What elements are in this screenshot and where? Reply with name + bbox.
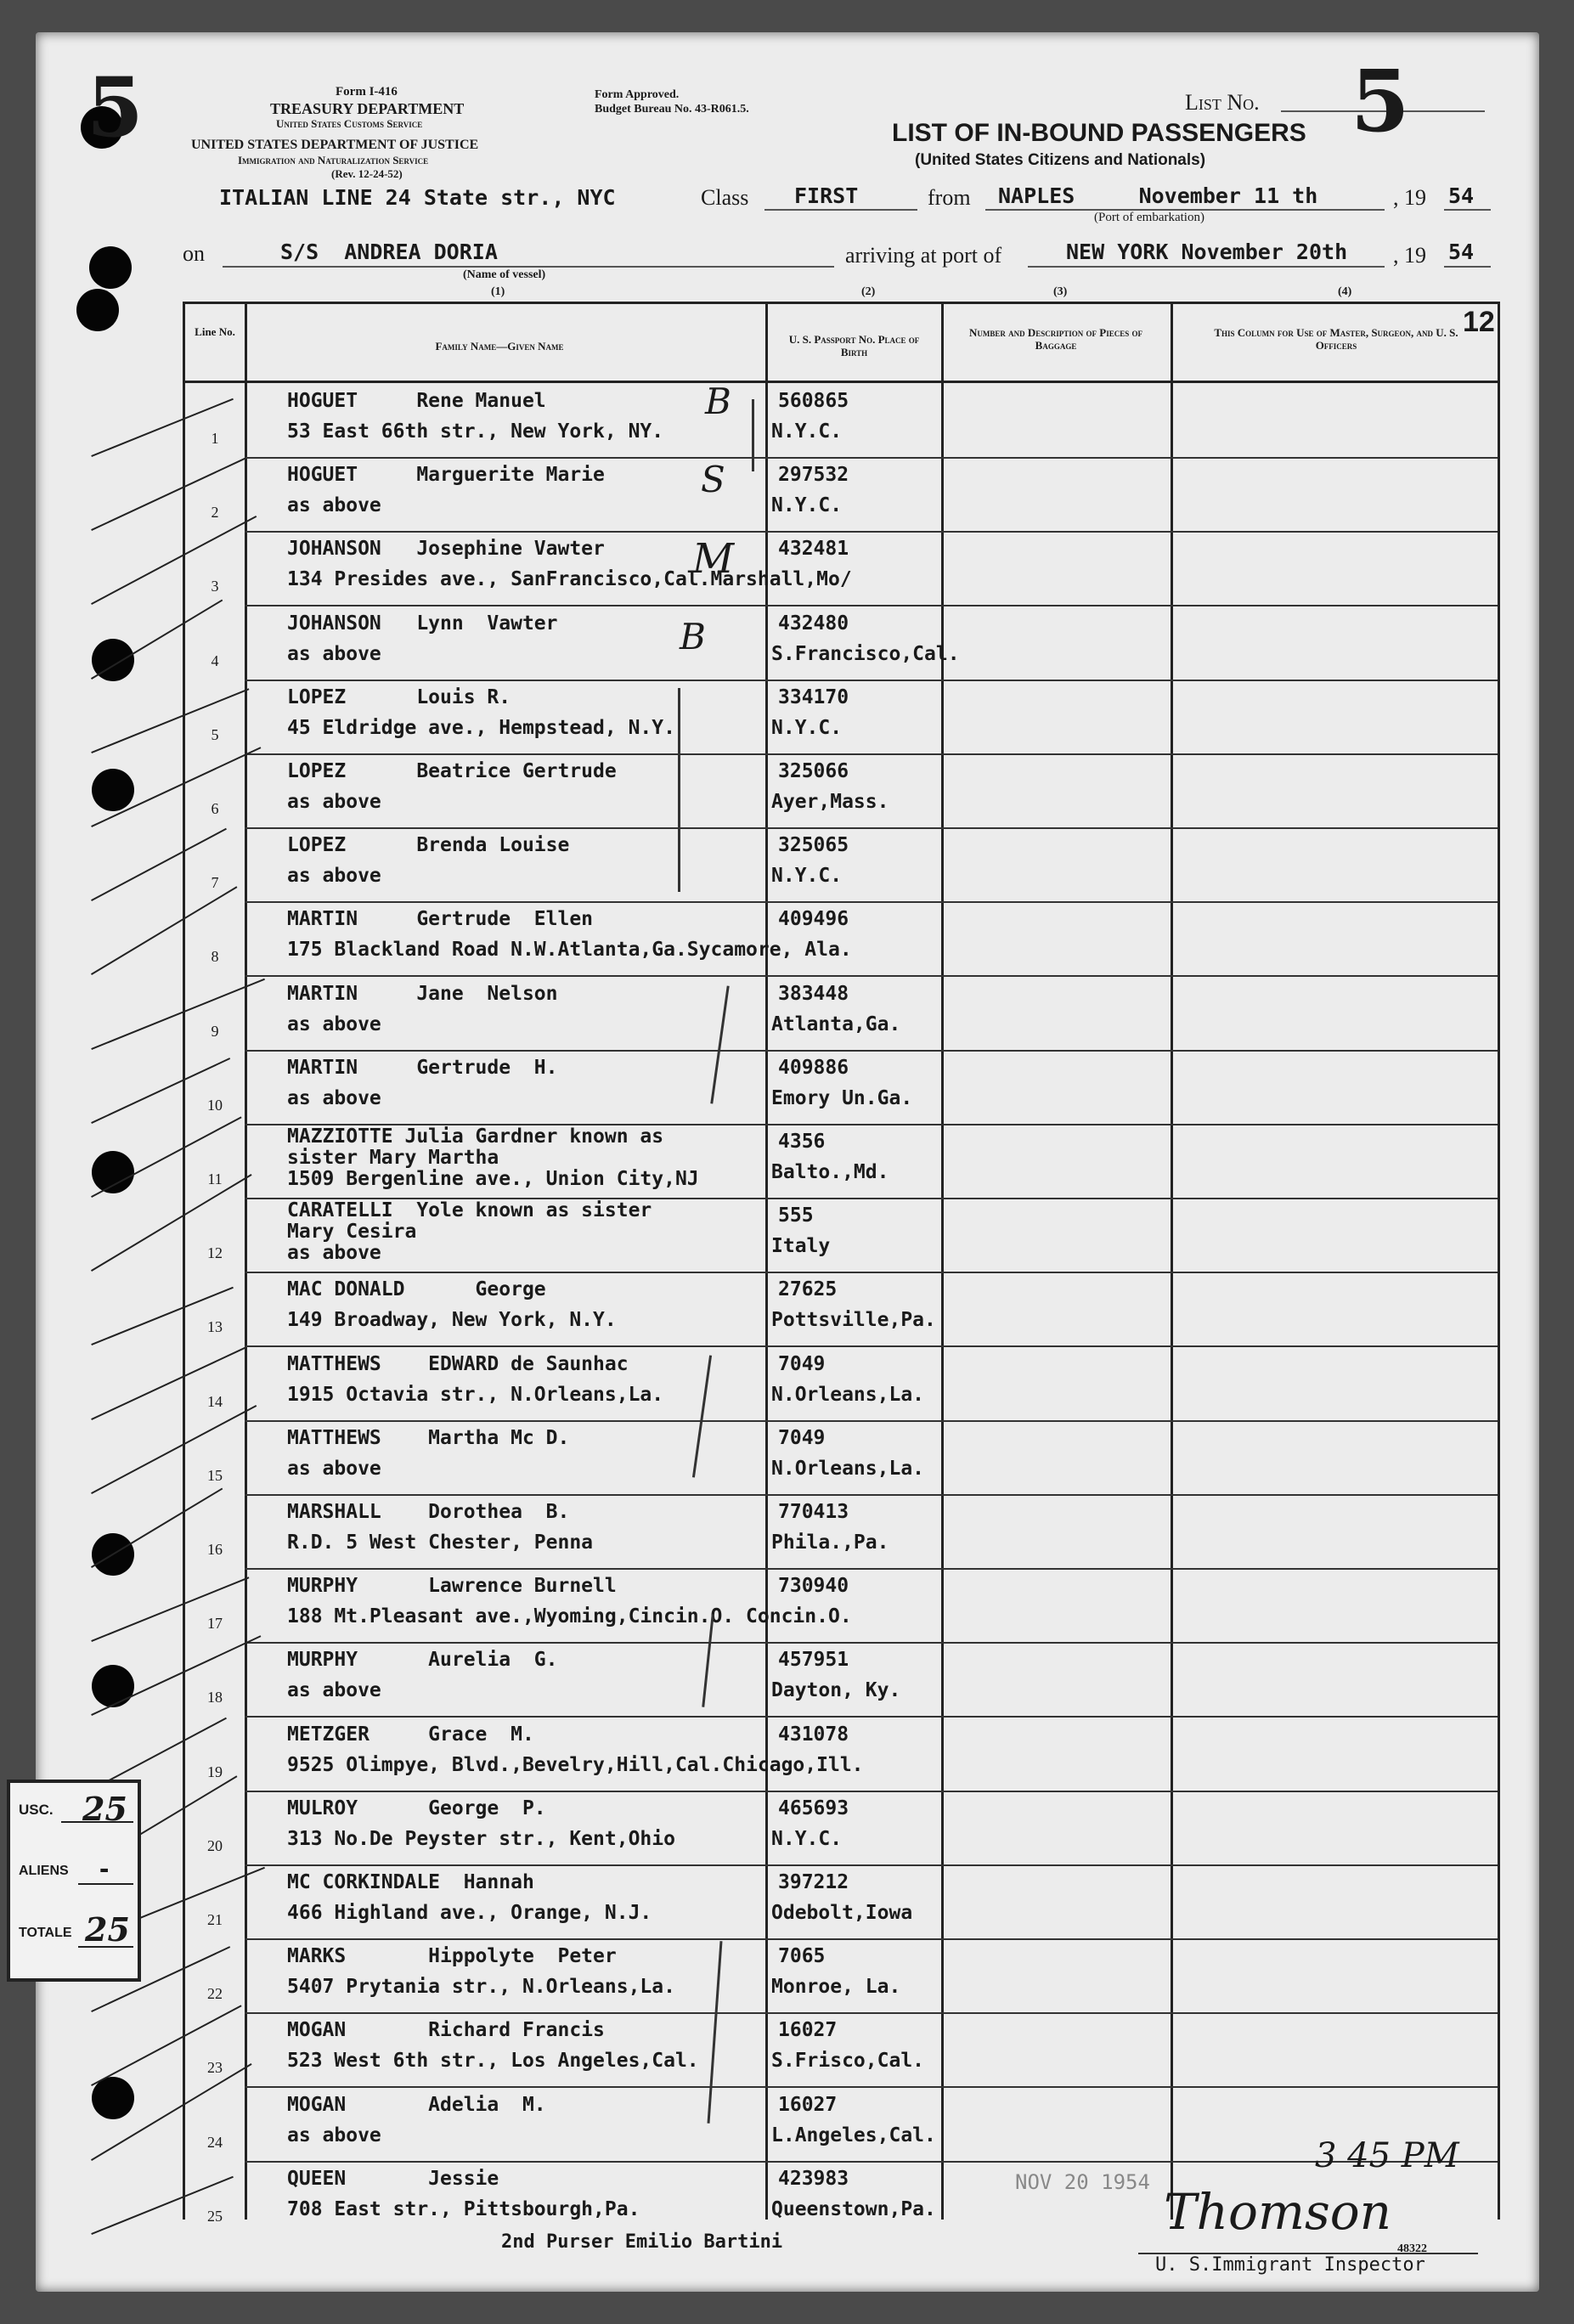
- passenger-name: MARKS Hippolyte Peter: [287, 1945, 617, 1968]
- col-header-passport: U. S. Passport No. Place of Birth: [788, 333, 920, 358]
- passenger-address: 1915 Octavia str., N.Orleans,La.: [287, 1383, 664, 1406]
- passenger-name: JOHANSON Lynn Vawter: [287, 612, 558, 635]
- table-row: [207, 1124, 1498, 1198]
- passport-number: 560865: [778, 390, 849, 412]
- col-num-4: (4): [1338, 285, 1352, 298]
- table-row: [207, 1938, 1498, 2012]
- line-number: 19: [207, 1763, 223, 1780]
- line-number: 23: [207, 2059, 223, 2077]
- passport-number: 7049: [778, 1352, 826, 1375]
- place-of-birth: N.Y.C.: [771, 420, 843, 443]
- table-row: [211, 976, 1498, 1050]
- table-row: [207, 1791, 1498, 1864]
- passport-number: 409496: [778, 908, 849, 931]
- passenger-address: as above: [287, 865, 381, 888]
- table-row: [211, 827, 1498, 901]
- line-number: 10: [207, 1096, 223, 1114]
- ins-service: Immigration and Naturalization Service: [238, 154, 429, 166]
- col-header-name: Family Name—Given Name: [435, 340, 564, 353]
- col-header-baggage: Number and Description of Pieces of Baggage: [969, 326, 1142, 352]
- line-number: 25: [207, 2207, 223, 2225]
- aliens-label: ALIENS: [19, 1864, 69, 1878]
- table-row: [211, 753, 1498, 827]
- passenger-address: 134 Presides ave., SanFrancisco,Cal.Marshall,Mo/: [287, 568, 852, 591]
- table-row: [211, 680, 1498, 753]
- passenger-name: HOGUET Marguerite Marie: [287, 464, 605, 487]
- arriving-label: arriving at port of: [845, 243, 1002, 268]
- table-row: [207, 1420, 1498, 1494]
- line-number: 15: [207, 1466, 223, 1484]
- table-row: [211, 606, 1498, 680]
- passenger-name: MAC DONALD George: [287, 1278, 546, 1301]
- arrival-port: NEW YORK November 20th: [1066, 240, 1348, 264]
- aliens-value: -: [99, 1853, 110, 1885]
- line-number: 22: [207, 1985, 223, 2003]
- passenger-address: as above: [287, 1013, 381, 1035]
- line-number: 18: [207, 1689, 223, 1706]
- passenger-name: LOPEZ Brenda Louise: [287, 834, 570, 857]
- passenger-name: QUEEN Jessie: [287, 2167, 499, 2190]
- line-number: 3: [211, 578, 219, 595]
- passenger-address: as above: [287, 1457, 381, 1480]
- passenger-address: 149 Broadway, New York, N.Y.: [287, 1309, 617, 1332]
- place-of-birth: Italy: [771, 1235, 831, 1258]
- passenger-address: 175 Blackland Road N.W.Atlanta,Ga.Sycamore, Ala.: [287, 939, 852, 962]
- passport-number: 432481: [778, 538, 849, 561]
- passenger-name: MAZZIOTTE Julia Gardner known as: [287, 1125, 664, 1148]
- place-of-birth: Phila.,Pa.: [771, 1531, 889, 1554]
- passport-number: 4356: [778, 1131, 826, 1153]
- line-number: 12: [207, 1244, 223, 1262]
- line-number: 4: [211, 652, 219, 669]
- passenger-address: 45 Eldridge ave., Hempstead, N.Y.: [287, 716, 675, 739]
- usc-value: 25: [82, 1790, 127, 1828]
- passenger-address: 523 West 6th str., Los Angeles,Cal.: [287, 2050, 699, 2073]
- line-number: 17: [207, 1615, 223, 1633]
- place-of-birth: N.Y.C.: [771, 716, 843, 739]
- justice-department: UNITED STATES DEPARTMENT OF JUSTICE: [191, 138, 479, 152]
- passenger-name: JOHANSON Josephine Vawter: [287, 538, 605, 561]
- line-number: 8: [211, 948, 219, 966]
- form-code: 48322: [1397, 2242, 1427, 2255]
- passport-number: 457951: [778, 1649, 849, 1672]
- passenger-address: as above: [287, 2124, 381, 2146]
- year-prefix-from: , 19: [1393, 185, 1426, 210]
- class-label: Class: [701, 185, 749, 210]
- passenger-address: 313 No.De Peyster str., Kent,Ohio: [287, 1827, 675, 1850]
- punch-hole: [89, 246, 132, 289]
- table-row: [207, 1494, 1498, 1568]
- punch-hole: [92, 1151, 134, 1193]
- passport-number: 730940: [778, 1575, 849, 1598]
- line-number: 13: [207, 1318, 223, 1336]
- table-row: [211, 383, 1498, 457]
- form-approved: Form Approved.: [595, 88, 680, 101]
- passenger-address: 1509 Bergenline ave., Union City,NJ: [287, 1168, 699, 1190]
- margin-note: B: [680, 616, 706, 657]
- revision: (Rev. 12-24-52): [331, 167, 403, 180]
- passenger-address: as above: [287, 494, 381, 517]
- passenger-name: HOGUET Rene Manuel: [287, 390, 546, 412]
- line-number: 16: [207, 1541, 223, 1558]
- punch-hole: [92, 769, 134, 811]
- line-number: 6: [211, 800, 219, 817]
- form-number: Form I-416: [336, 85, 398, 99]
- passenger-name: MARSHALL Dorothea B.: [287, 1501, 570, 1523]
- time-note: 3 45 PM: [1315, 2136, 1459, 2175]
- passport-number: 297532: [778, 464, 849, 487]
- col-header-line-no: Line No.: [195, 325, 235, 338]
- port-embark-caption: (Port of embarkation): [1094, 211, 1204, 224]
- passport-number: 325065: [778, 834, 849, 857]
- place-of-birth: Ayer,Mass.: [771, 791, 889, 813]
- table-row: [207, 1717, 1498, 1791]
- tally-box: [7, 1780, 141, 1982]
- vessel-name: S/S ANDREA DORIA: [280, 240, 498, 264]
- line-number: 5: [211, 725, 219, 743]
- line-number: 2: [211, 504, 219, 522]
- passenger-name: MARTIN Gertrude H.: [287, 1056, 558, 1079]
- passport-number: 770413: [778, 1501, 849, 1523]
- customs-service: United States Customs Service: [276, 117, 423, 130]
- year-arrival: 54: [1448, 240, 1475, 264]
- year-prefix-arrival: , 19: [1393, 243, 1426, 268]
- place-of-birth: S.Frisco,Cal.: [771, 2050, 925, 2073]
- passenger-name: METZGER Grace M.: [287, 1723, 534, 1746]
- passenger-address: 53 East 66th str., New York, NY.: [287, 420, 664, 443]
- passenger-name: MOGAN Richard Francis: [287, 2019, 605, 2042]
- place-of-birth: Atlanta,Ga.: [771, 1013, 901, 1035]
- from-label: from: [928, 185, 971, 210]
- table-row: [207, 1568, 1498, 1642]
- passenger-table: [183, 302, 1500, 2225]
- passport-number: 16027: [778, 2093, 838, 2116]
- place-of-birth: N.Y.C.: [771, 1827, 843, 1850]
- year-from: 54: [1448, 183, 1475, 208]
- table-row: [207, 2012, 1498, 2086]
- place-of-birth: N.Y.C.: [771, 494, 843, 517]
- list-title: LIST OF IN-BOUND PASSENGERS: [892, 119, 1306, 147]
- passenger-address: as above: [287, 642, 381, 665]
- col-num-1: (1): [491, 285, 505, 298]
- list-no-label: List No.: [1185, 90, 1260, 115]
- place-of-birth: Monroe, La.: [771, 1976, 901, 1999]
- table-row: [207, 1272, 1498, 1345]
- treasury-department: TREASURY DEPARTMENT: [270, 100, 465, 117]
- passenger-name-cont: sister Mary Martha: [287, 1147, 499, 1169]
- totale-label: TOTALE: [19, 1926, 72, 1940]
- margin-note: S: [701, 459, 725, 500]
- list-no-value: 5: [1351, 51, 1410, 151]
- col-num-3: (3): [1053, 285, 1068, 298]
- passport-number: 423983: [778, 2167, 849, 2190]
- place-of-birth: Emory Un.Ga.: [771, 1086, 913, 1109]
- line-number: 11: [207, 1170, 223, 1187]
- punch-hole: [92, 2077, 134, 2119]
- place-of-birth: N.Y.C.: [771, 865, 843, 888]
- passenger-name: MATTHEWS EDWARD de Saunhac: [287, 1352, 629, 1375]
- place-of-birth: Dayton, Ky.: [771, 1679, 901, 1702]
- list-subtitle: (United States Citizens and Nationals): [915, 151, 1206, 169]
- passport-number: 27625: [778, 1278, 838, 1301]
- passenger-name: MURPHY Aurelia G.: [287, 1649, 558, 1672]
- table-row: [211, 457, 1498, 531]
- table-row: [207, 1642, 1498, 1716]
- place-of-birth: N.Orleans,La.: [771, 1383, 925, 1406]
- punch-hole: [76, 289, 119, 331]
- passenger-address: as above: [287, 1679, 381, 1702]
- passenger-name: MULROY George P.: [287, 1797, 546, 1819]
- inspector-signature: Thomson: [1164, 2183, 1391, 2241]
- line-number: 14: [207, 1392, 223, 1410]
- passport-number: 7049: [778, 1426, 826, 1449]
- passenger-name: MARTIN Gertrude Ellen: [287, 908, 594, 931]
- sheet-number: 12: [1463, 306, 1495, 338]
- passenger-address: 466 Highland ave., Orange, N.J.: [287, 1902, 652, 1924]
- page-mark-left: 5: [87, 59, 144, 155]
- passenger-name: CARATELLI Yole known as sister: [287, 1199, 652, 1222]
- passport-number: 397212: [778, 1871, 849, 1893]
- passenger-address: as above: [287, 1242, 381, 1265]
- line-number: 9: [211, 1022, 219, 1040]
- passenger-name: MOGAN Adelia M.: [287, 2093, 546, 2116]
- place-of-birth: L.Angeles,Cal.: [771, 2124, 936, 2146]
- table-row: [207, 2087, 1498, 2161]
- passport-number: 465693: [778, 1797, 849, 1819]
- line-number: 24: [207, 2133, 223, 2151]
- shipping-line: ITALIAN LINE 24 State str., NYC: [219, 185, 616, 210]
- table-row: [207, 1346, 1498, 1420]
- place-of-birth: S.Francisco,Cal.: [771, 642, 960, 665]
- budget-bureau: Budget Bureau No. 43-R061.5.: [595, 103, 749, 116]
- passenger-address: 188 Mt.Pleasant ave.,Wyoming,Cincin.O. Concin.O.: [287, 1605, 852, 1628]
- totale-value: 25: [85, 1910, 130, 1949]
- margin-note: M: [692, 535, 735, 583]
- passenger-name: MATTHEWS Martha Mc D.: [287, 1426, 570, 1449]
- passenger-address: 9525 Olimpye, Blvd.,Bevelry,Hill,Cal.Chicago,Ill.: [287, 1753, 864, 1776]
- table-row: [207, 1864, 1498, 1938]
- usc-label: USC.: [19, 1802, 54, 1818]
- line-number: 7: [211, 874, 219, 892]
- passport-number: 409886: [778, 1056, 849, 1079]
- passport-number: 555: [778, 1204, 814, 1227]
- port-of-embarkation: NAPLES November 11 th: [998, 183, 1318, 208]
- table-row: [211, 901, 1498, 975]
- passport-number: 325066: [778, 760, 849, 782]
- place-of-birth: N.Orleans,La.: [771, 1457, 925, 1480]
- place-of-birth: Odebolt,Iowa: [771, 1902, 913, 1924]
- on-label: on: [183, 241, 205, 266]
- table-row: [207, 1198, 1498, 1272]
- line-number: 20: [207, 1836, 223, 1854]
- line-number: 1: [211, 430, 219, 447]
- place-of-birth: Queenstown,Pa.: [771, 2197, 936, 2220]
- place-of-birth: Pottsville,Pa.: [771, 1309, 936, 1332]
- passenger-name: LOPEZ Beatrice Gertrude: [287, 760, 617, 782]
- table-row: [211, 531, 1498, 605]
- line-number: 21: [207, 1911, 223, 1928]
- purser-signature: 2nd Purser Emilio Bartini: [501, 2231, 783, 2253]
- passenger-address: 5407 Prytania str., N.Orleans,La.: [287, 1976, 675, 1999]
- passport-number: 431078: [778, 1723, 849, 1746]
- vessel-caption: (Name of vessel): [463, 268, 546, 281]
- margin-note: B: [705, 381, 731, 422]
- col-num-2: (2): [861, 285, 876, 298]
- col-header-official-use: This Column for Use of Master, Surgeon, and U. S. Officers: [1214, 326, 1458, 352]
- punch-hole: [92, 1665, 134, 1707]
- passport-number: 334170: [778, 685, 849, 708]
- passenger-name: MC CORKINDALE Hannah: [287, 1871, 534, 1893]
- passport-number: 7065: [778, 1945, 826, 1968]
- passport-number: 432480: [778, 612, 849, 635]
- date-stamp: NOV 20 1954: [1015, 2170, 1150, 2194]
- table-row: [207, 1050, 1498, 1124]
- passenger-address: 708 East str., Pittsbourgh,Pa.: [287, 2197, 640, 2220]
- passenger-name: LOPEZ Louis R.: [287, 685, 511, 708]
- passenger-address: as above: [287, 791, 381, 813]
- passport-number: 16027: [778, 2019, 838, 2042]
- passenger-name: MURPHY Lawrence Burnell: [287, 1575, 617, 1598]
- passenger-address: R.D. 5 West Chester, Penna: [287, 1531, 594, 1554]
- class-value: FIRST: [794, 183, 859, 208]
- passenger-name-cont: Mary Cesira: [287, 1221, 417, 1244]
- passenger-name: MARTIN Jane Nelson: [287, 982, 558, 1005]
- passport-number: 383448: [778, 982, 849, 1005]
- inspector-title: U. S.Immigrant Inspector: [1155, 2254, 1425, 2276]
- passenger-address: as above: [287, 1086, 381, 1109]
- place-of-birth: Balto.,Md.: [771, 1161, 889, 1183]
